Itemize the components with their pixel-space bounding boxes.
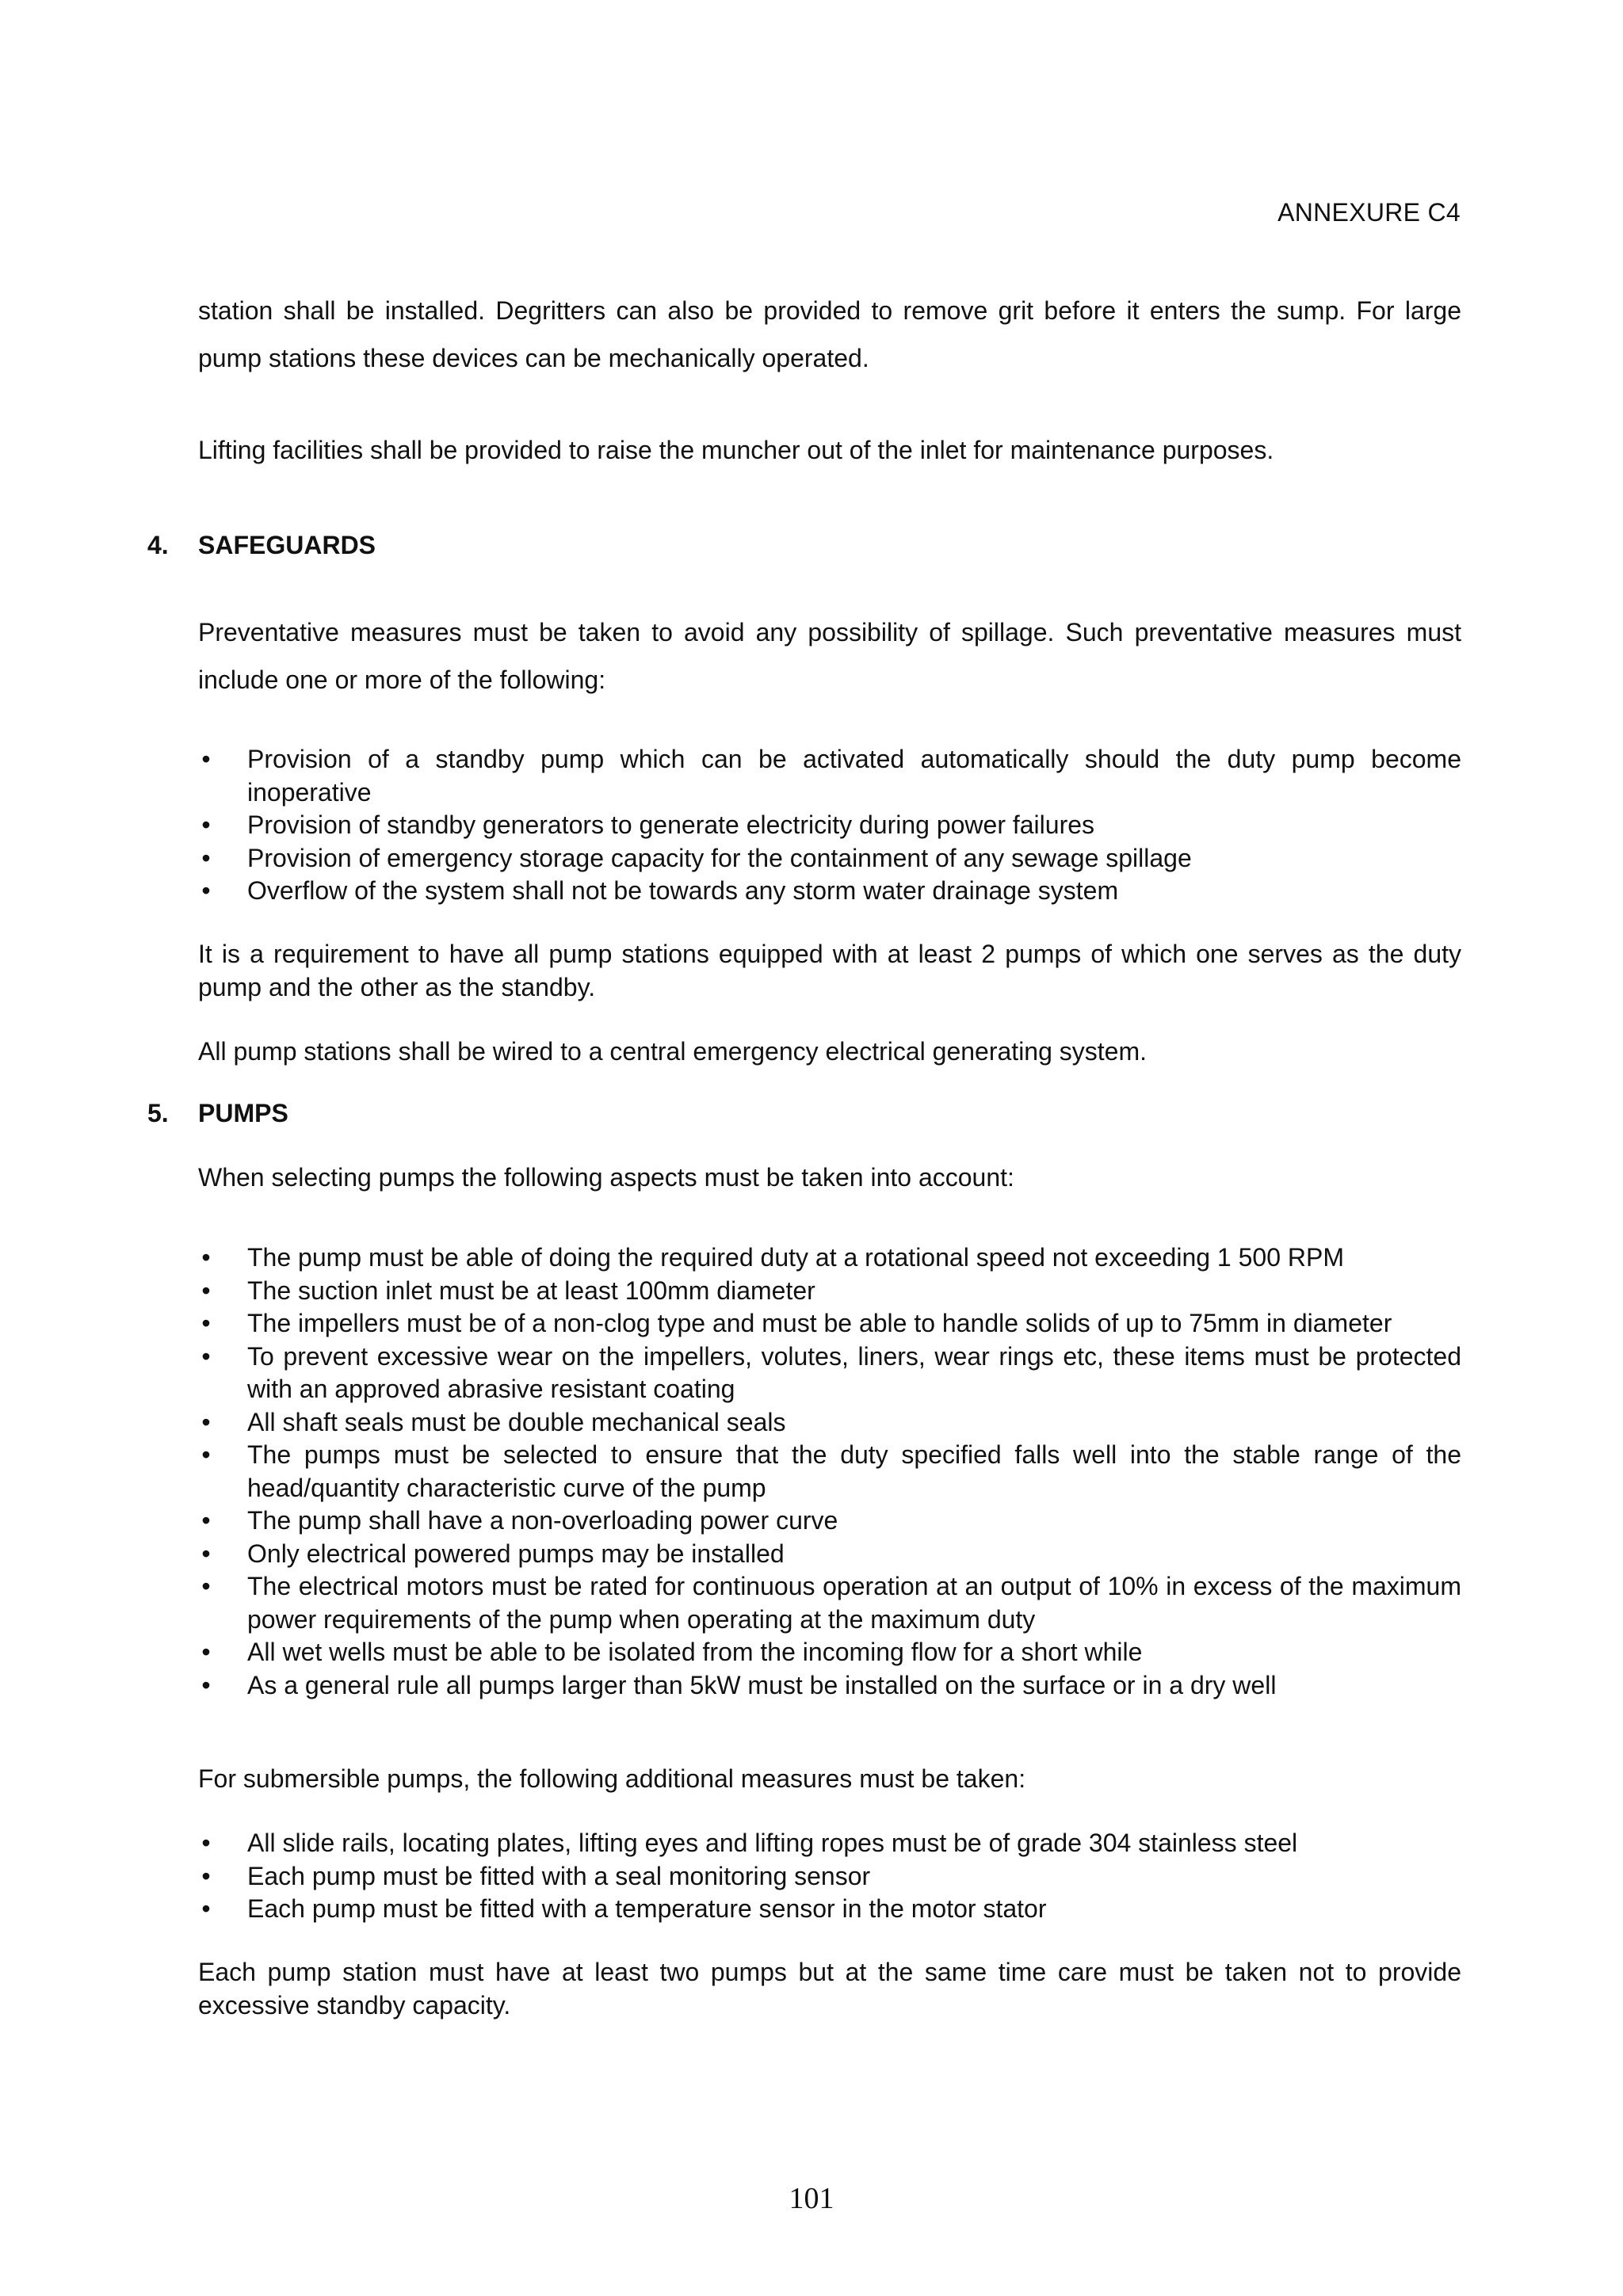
annexure-label: ANNEXURE C4 <box>1277 198 1461 227</box>
list-item-text: Each pump must be fitted with a seal monitoring sensor <box>247 1861 871 1890</box>
list-item <box>198 1636 1461 1669</box>
list-item-text: All shaft seals must be double mechanical seals <box>247 1407 786 1436</box>
list-item <box>198 1669 1461 1703</box>
intro-paragraph-2: Lifting facilities shall be provided to raise the muncher out of the inlet for maintenance purposes. <box>198 436 1274 464</box>
list-item-text: The pump shall have a non-overloading power curve <box>247 1506 838 1535</box>
section-number: 5. <box>147 1099 169 1127</box>
bullet-icon: • <box>201 1894 211 1923</box>
bullet-icon: • <box>201 876 211 905</box>
list-item <box>198 1341 1461 1406</box>
bullet-icon: • <box>201 1539 211 1568</box>
safeguards-paragraph-2: It is a requirement to have all pump stations equipped with at least 2 pumps of which one serves as the duty pump and the other as the standby. <box>198 940 1461 1001</box>
bullet-icon: • <box>201 810 211 839</box>
list-item-text: Provision of emergency storage capacity for the containment of any sewage spillage <box>247 843 1192 872</box>
list-item <box>198 1538 1461 1571</box>
list-item <box>198 1439 1461 1505</box>
list-item-text: To prevent excessive wear on the impellers, volutes, liners, wear rings etc, these items must be protected with an approved abrasive resistant coating <box>247 1341 1461 1403</box>
intro-paragraph-1: station shall be installed. Degritters can also be provided to remove grit before it enters the sump. For large pump stations these devices can be mechanically operated. <box>198 296 1461 372</box>
safeguards-bullet-list <box>198 743 1461 908</box>
list-item-text: All wet wells must be able to be isolated from the incoming flow for a short while <box>247 1638 1143 1666</box>
list-item <box>198 1241 1461 1275</box>
list-item <box>198 842 1461 875</box>
list-item <box>198 1406 1461 1440</box>
bullet-icon: • <box>201 1572 211 1600</box>
list-item-text: The pumps must be selected to ensure that the duty specified falls well into the stable range of the head/quantity characteristic curve of the pump <box>247 1440 1461 1502</box>
pumps-paragraph-3: Each pump station must have at least two pumps but at the same time care must be taken not to provide excessive standby capacity. <box>198 1958 1461 2019</box>
bullet-icon: • <box>201 1506 211 1535</box>
list-item-text: The electrical motors must be rated for continuous operation at an output of 10% in excess of the maximum power requirements of the pump when operating at the maximum duty <box>247 1572 1461 1634</box>
safeguards-paragraph-3: All pump stations shall be wired to a central emergency electrical generating system. <box>198 1037 1148 1066</box>
list-item-text: As a general rule all pumps larger than 5kW must be installed on the surface or in a dry well <box>247 1670 1277 1699</box>
list-item <box>198 875 1461 908</box>
safeguards-paragraph-1: Preventative measures must be taken to avoid any possibility of spillage. Such preventative measures must include one or more of the following: <box>198 618 1461 694</box>
list-item <box>198 1570 1461 1636</box>
section-number: 4. <box>147 531 169 559</box>
list-item-text: The pump must be able of doing the required duty at a rotational speed not exceeding 1 500 RPM <box>247 1243 1344 1272</box>
list-item <box>198 1827 1461 1860</box>
pumps-paragraph-2: For submersible pumps, the following additional measures must be taken: <box>198 1764 1026 1793</box>
list-item <box>198 1307 1461 1341</box>
bullet-icon: • <box>201 1243 211 1272</box>
list-item-text: Each pump must be fitted with a temperature sensor in the motor stator <box>247 1894 1047 1923</box>
bullet-icon: • <box>201 1440 211 1469</box>
list-item <box>198 1893 1461 1926</box>
list-item-text: Provision of a standby pump which can be activated automatically should the duty pump become inoperative <box>247 745 1461 807</box>
bullet-icon: • <box>201 1276 211 1305</box>
list-item <box>198 1505 1461 1538</box>
bullet-icon: • <box>201 1341 211 1371</box>
bullet-icon: • <box>201 843 211 872</box>
list-item-text: Only electrical powered pumps may be installed <box>247 1539 785 1568</box>
section-heading-safeguards <box>147 529 376 561</box>
list-item-text: All slide rails, locating plates, lifting eyes and lifting ropes must be of grade 304 stainless steel <box>247 1829 1298 1857</box>
list-item <box>198 1860 1461 1894</box>
bullet-icon: • <box>201 1407 211 1436</box>
bullet-icon: • <box>201 1861 211 1890</box>
list-item <box>198 809 1461 842</box>
pumps-bullet-list <box>198 1241 1461 1702</box>
section-title: SAFEGUARDS <box>198 531 376 559</box>
bullet-icon: • <box>201 1309 211 1337</box>
list-item-text: The suction inlet must be at least 100mm diameter <box>247 1276 815 1305</box>
bullet-icon: • <box>201 745 211 773</box>
section-title: PUMPS <box>198 1099 288 1127</box>
list-item <box>198 1275 1461 1308</box>
bullet-icon: • <box>201 1638 211 1666</box>
submersible-bullet-list <box>198 1827 1461 1926</box>
list-item-text: The impellers must be of a non-clog type and must be able to handle solids of up to 75mm in diameter <box>247 1309 1392 1337</box>
bullet-icon: • <box>201 1670 211 1699</box>
page-number: 101 <box>789 2182 834 2215</box>
bullet-icon: • <box>201 1829 211 1857</box>
pumps-paragraph-1: When selecting pumps the following aspects must be taken into account: <box>198 1163 1014 1192</box>
list-item <box>198 743 1461 809</box>
list-item-text: Provision of standby generators to generate electricity during power failures <box>247 810 1095 839</box>
section-heading-pumps <box>147 1097 288 1129</box>
list-item-text: Overflow of the system shall not be towards any storm water drainage system <box>247 876 1119 905</box>
